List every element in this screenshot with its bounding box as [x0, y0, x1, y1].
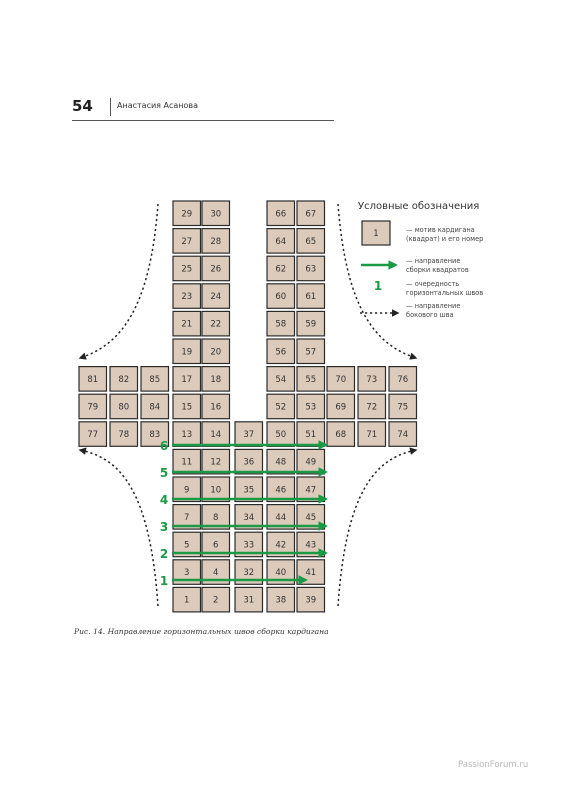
square-9-number: 9 — [184, 485, 190, 496]
seam-order-number-5: 5 — [159, 466, 169, 480]
seam-order-number-6: 6 — [159, 439, 169, 453]
squares-grid — [79, 201, 417, 612]
square-8-number: 8 — [213, 512, 219, 523]
square-60-number: 60 — [275, 292, 287, 303]
square-33-number: 33 — [243, 540, 255, 551]
square-61-number: 61 — [305, 292, 317, 303]
square-11-number: 11 — [181, 457, 193, 468]
square-77-number: 77 — [87, 430, 99, 441]
square-23-number: 23 — [181, 292, 193, 303]
square-70-number: 70 — [335, 374, 347, 385]
square-10-number: 10 — [210, 485, 222, 496]
square-2-number: 2 — [213, 595, 219, 606]
seam-order-number-3: 3 — [159, 520, 169, 534]
legend-sample-square-number: 1 — [373, 229, 379, 239]
square-28-number: 28 — [210, 236, 222, 247]
square-73-number: 73 — [366, 374, 378, 385]
square-26-number: 26 — [210, 264, 222, 275]
square-39-number: 39 — [305, 595, 317, 606]
square-31-number: 31 — [243, 595, 255, 606]
square-66-number: 66 — [275, 209, 287, 220]
square-44-number: 44 — [275, 512, 287, 523]
square-4-number: 4 — [213, 568, 219, 579]
square-35-number: 35 — [243, 485, 255, 496]
square-41-number: 41 — [305, 568, 317, 579]
square-1-number: 1 — [184, 595, 190, 606]
legend-order-text: — очередность горизонтальных швов — [406, 280, 484, 297]
legend-graphics — [360, 221, 398, 313]
square-38-number: 38 — [275, 595, 287, 606]
square-16-number: 16 — [210, 402, 222, 413]
square-52-number: 52 — [275, 402, 287, 413]
square-64-number: 64 — [275, 236, 287, 247]
square-22-number: 22 — [210, 319, 222, 330]
square-59-number: 59 — [305, 319, 317, 330]
square-56-number: 56 — [275, 347, 287, 358]
square-74-number: 74 — [397, 430, 409, 441]
square-55-number: 55 — [305, 374, 317, 385]
square-13-number: 13 — [181, 430, 193, 441]
square-34-number: 34 — [243, 512, 255, 523]
square-5-number: 5 — [184, 540, 190, 551]
square-83-number: 83 — [149, 430, 161, 441]
author-name: Анастасия Асанова — [117, 101, 199, 110]
square-45-number: 45 — [305, 512, 317, 523]
legend-square-text: — мотив кардигана (квадрат) и его номер — [406, 226, 484, 243]
square-63-number: 63 — [305, 264, 317, 275]
square-72-number: 72 — [366, 402, 378, 413]
square-68-number: 68 — [335, 430, 347, 441]
side-seam-arrow-lower-left — [80, 450, 158, 606]
square-49-number: 49 — [305, 457, 317, 468]
square-40-number: 40 — [275, 568, 287, 579]
square-85-number: 85 — [149, 374, 161, 385]
square-17-number: 17 — [181, 374, 193, 385]
square-79-number: 79 — [87, 402, 99, 413]
figure-caption: Рис. 14. Направление горизонтальных швов сборки кардигана — [74, 627, 329, 636]
square-76-number: 76 — [397, 374, 409, 385]
square-32-number: 32 — [243, 568, 255, 579]
square-65-number: 65 — [305, 236, 317, 247]
side-seam-arrow-upper-left — [80, 204, 158, 358]
square-24-number: 24 — [210, 292, 222, 303]
square-27-number: 27 — [181, 236, 193, 247]
square-78-number: 78 — [118, 430, 130, 441]
legend-green-arrow-text: — направление сборки квадратов — [406, 257, 469, 274]
square-21-number: 21 — [181, 319, 193, 330]
square-80-number: 80 — [118, 402, 130, 413]
square-25-number: 25 — [181, 264, 193, 275]
square-6-number: 6 — [213, 540, 219, 551]
watermark: PassionForum.ru — [458, 760, 529, 770]
square-67-number: 67 — [305, 209, 317, 220]
square-54-number: 54 — [275, 374, 287, 385]
side-seam-arrow-lower-right — [338, 450, 416, 606]
square-53-number: 53 — [305, 402, 317, 413]
square-82-number: 82 — [118, 374, 130, 385]
square-81-number: 81 — [87, 374, 99, 385]
square-36-number: 36 — [243, 457, 255, 468]
square-58-number: 58 — [275, 319, 287, 330]
square-29-number: 29 — [181, 209, 193, 220]
square-46-number: 46 — [275, 485, 287, 496]
square-20-number: 20 — [210, 347, 222, 358]
legend-dotted-arrow-text: — направление бокового шва — [406, 302, 461, 319]
square-84-number: 84 — [149, 402, 161, 413]
square-3-number: 3 — [184, 568, 190, 579]
seam-order-number-4: 4 — [159, 493, 169, 507]
square-62-number: 62 — [275, 264, 287, 275]
square-15-number: 15 — [181, 402, 193, 413]
square-18-number: 18 — [210, 374, 222, 385]
square-19-number: 19 — [181, 347, 193, 358]
square-37-number: 37 — [243, 430, 255, 441]
page-number: 54 — [72, 97, 93, 115]
square-57-number: 57 — [305, 347, 317, 358]
square-48-number: 48 — [275, 457, 287, 468]
square-51-number: 51 — [305, 430, 317, 441]
square-50-number: 50 — [275, 430, 287, 441]
legend-title: Условные обозначения — [358, 201, 480, 212]
seam-order-number-1: 1 — [159, 574, 169, 588]
square-42-number: 42 — [275, 540, 287, 551]
square-71-number: 71 — [366, 430, 378, 441]
square-43-number: 43 — [305, 540, 317, 551]
legend-order-number: 1 — [373, 279, 383, 293]
square-69-number: 69 — [335, 402, 347, 413]
square-30-number: 30 — [210, 209, 222, 220]
square-7-number: 7 — [184, 512, 190, 523]
square-47-number: 47 — [305, 485, 317, 496]
square-14-number: 14 — [210, 430, 222, 441]
seam-order-number-2: 2 — [159, 547, 169, 561]
square-75-number: 75 — [397, 402, 409, 413]
square-12-number: 12 — [210, 457, 222, 468]
